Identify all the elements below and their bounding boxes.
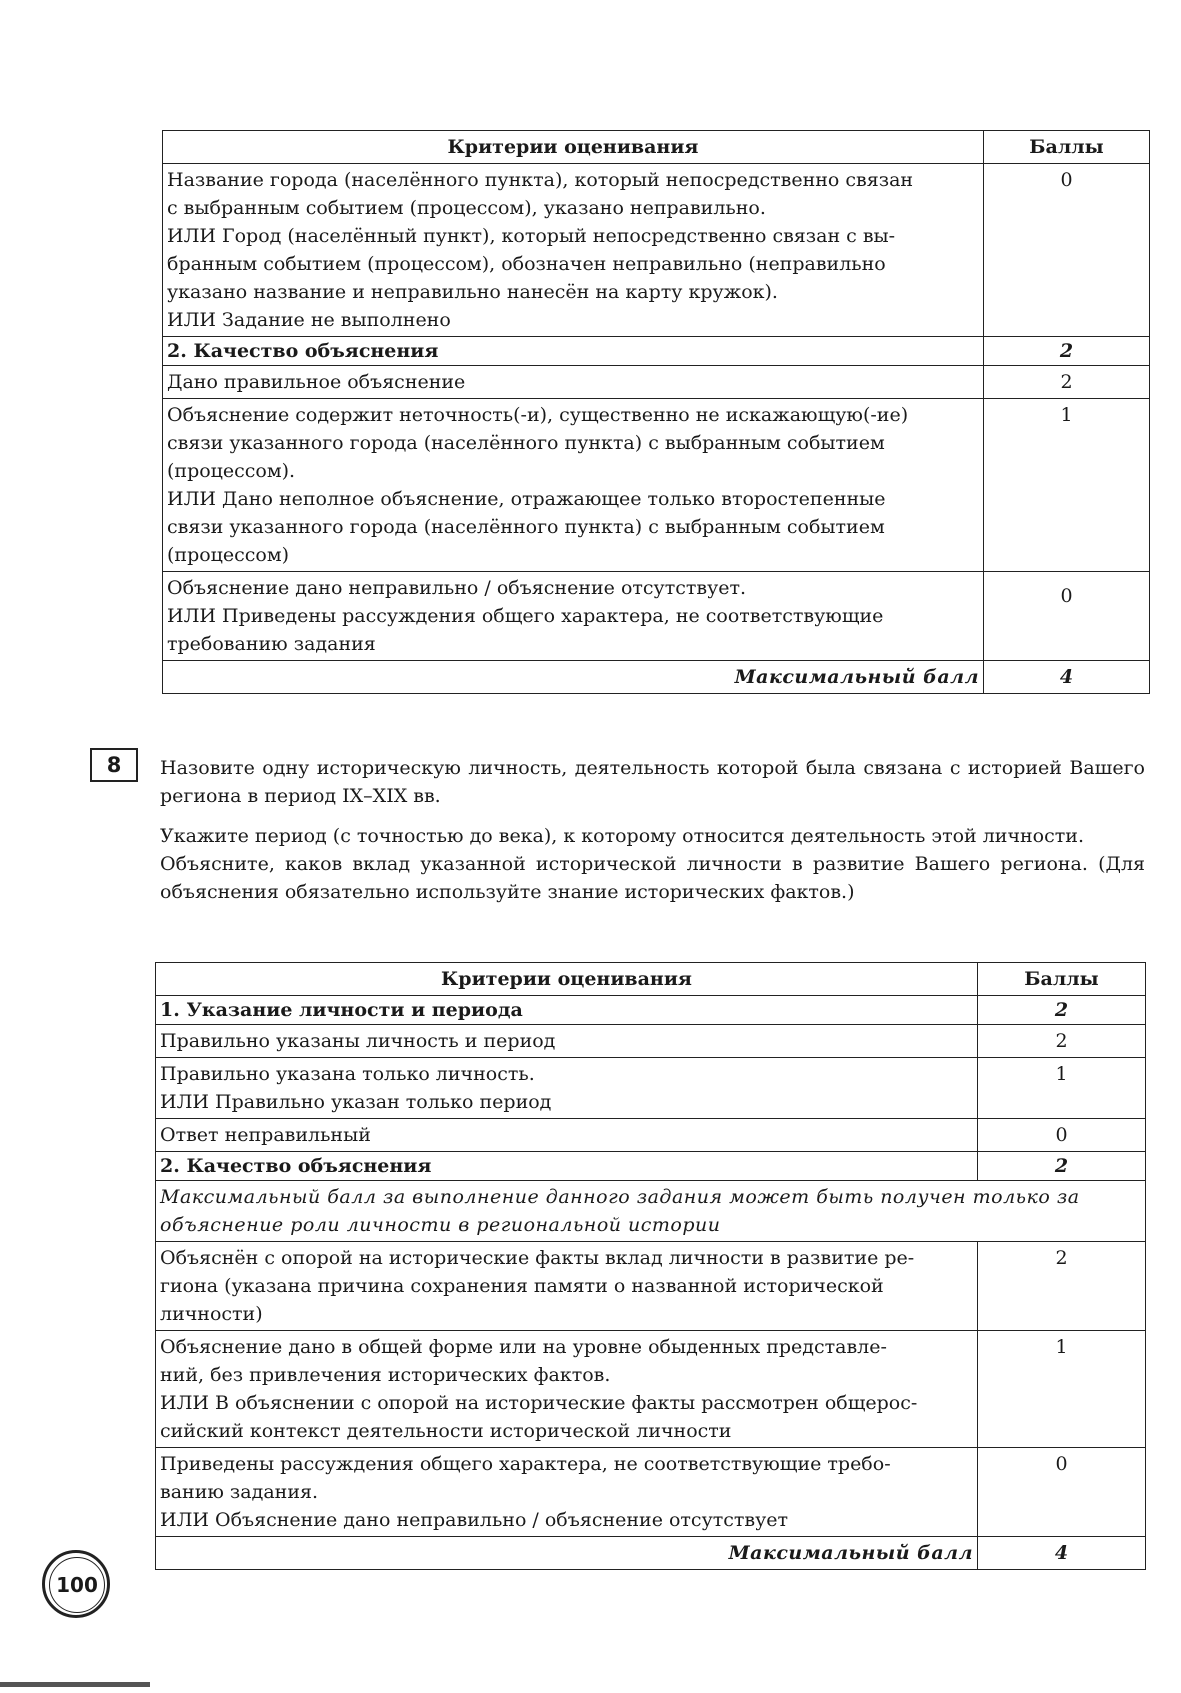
page-number: 100 [49, 1557, 105, 1613]
criteria-line: Объяснение содержит неточность(-и), существенно не искажающую(-ие) [167, 404, 909, 426]
criteria-line: ИЛИ Дано неполное объяснение, отражающее только второстепенные [167, 488, 886, 510]
criteria-line: Приведены рассуждения общего характера, не соответствующие требо- [160, 1453, 891, 1475]
points-cell: 0 [978, 1119, 1146, 1152]
criteria-cell: Правильно указаны личность и период [156, 1025, 978, 1058]
section-points: 2 [978, 996, 1146, 1025]
criteria-line: ванию задания. [160, 1481, 319, 1503]
table-row [163, 572, 1150, 661]
criteria-line: (процессом) [167, 544, 290, 566]
note-line: объяснение роли личности в региональной истории [160, 1214, 721, 1236]
table-row [156, 1025, 1146, 1058]
criteria-line: с выбранным событием (процессом), указано неправильно. [167, 197, 766, 219]
max-score-row [156, 1537, 1146, 1570]
task-paragraph: Укажите период (с точностью до века), к которому относится деятельность этой личности. [160, 825, 1084, 847]
max-score-value: 4 [984, 661, 1150, 694]
criteria-table-task7 [162, 130, 1150, 694]
criteria-line: связи указанного города (населённого пункта) с выбранным событием [167, 432, 885, 454]
criteria-line: ИЛИ Правильно указан только период [160, 1091, 552, 1113]
section-label: 2. Качество объяснения [156, 1152, 978, 1181]
criteria-line: бранным событием (процессом), обозначен неправильно (неправильно [167, 253, 886, 275]
table-row [163, 399, 1150, 572]
max-score-value: 4 [978, 1537, 1146, 1570]
bottom-edge-bar [0, 1682, 150, 1687]
criteria-line: ИЛИ В объяснении с опорой на исторические факты рассмотрен общерос- [160, 1392, 918, 1414]
criteria-line: ИЛИ Задание не выполнено [167, 309, 451, 331]
criteria-line: Объяснение дано неправильно / объяснение отсутствует. [167, 577, 747, 599]
points-cell: 1 [978, 1331, 1146, 1448]
criteria-header: Критерии оценивания [156, 963, 978, 996]
page-number-badge [42, 1550, 110, 1618]
table-row [156, 1331, 1146, 1448]
criteria-line: ний, без привлечения исторических фактов. [160, 1364, 611, 1386]
criteria-line: указано название и неправильно нанесён на карту кружок). [167, 281, 778, 303]
section-row [163, 337, 1150, 366]
points-header: Баллы [984, 131, 1150, 164]
task-description [160, 754, 1145, 906]
points-cell: 2 [984, 366, 1150, 399]
criteria-line: требованию задания [167, 633, 376, 655]
table-row [156, 1448, 1146, 1537]
criteria-line: (процессом). [167, 460, 296, 482]
points-cell: 0 [978, 1448, 1146, 1537]
section-label: 1. Указание личности и периода [156, 996, 978, 1025]
criteria-cell [163, 399, 984, 572]
points-cell: 1 [978, 1058, 1146, 1119]
table-row [163, 366, 1150, 399]
criteria-line: личности) [160, 1303, 263, 1325]
max-score-label: Максимальный балл [156, 1537, 978, 1570]
criteria-line: гиона (указана причина сохранения памяти о названной исторической [160, 1275, 884, 1297]
criteria-header: Критерии оценивания [163, 131, 984, 164]
criteria-line: ИЛИ Объяснение дано неправильно / объяснение отсутствует [160, 1509, 789, 1531]
task-paragraph: Назовите одну историческую личность, деятельность которой была связана с историей Вашего региона в период IX–XIX вв. [160, 757, 1145, 807]
criteria-cell [156, 1331, 978, 1448]
section-points: 2 [984, 337, 1150, 366]
points-cell: 2 [978, 1242, 1146, 1331]
points-header: Баллы [978, 963, 1146, 996]
max-score-row [163, 661, 1150, 694]
table-row [156, 1242, 1146, 1331]
criteria-line: ИЛИ Приведены рассуждения общего характера, не соответствующие [167, 605, 884, 627]
task-paragraph: Объясните, каков вклад указанной исторической личности в развитие Вашего региона. (Для объяснения обязательно используйте знание исторических фактов.) [160, 853, 1145, 903]
table-row [163, 164, 1150, 337]
table-row [156, 1119, 1146, 1152]
table-header-row [163, 131, 1150, 164]
criteria-cell [163, 572, 984, 661]
criteria-cell [156, 1058, 978, 1119]
note-cell [156, 1181, 1146, 1242]
section-points: 2 [978, 1152, 1146, 1181]
criteria-line: Объяснён с опорой на исторические факты вклад личности в развитие ре- [160, 1247, 915, 1269]
task-number: 8 [90, 748, 138, 782]
points-cell: 2 [978, 1025, 1146, 1058]
section-label: 2. Качество объяснения [163, 337, 984, 366]
criteria-line: Правильно указана только личность. [160, 1063, 535, 1085]
note-row [156, 1181, 1146, 1242]
criteria-cell [156, 1448, 978, 1537]
max-score-label: Максимальный балл [163, 661, 984, 694]
criteria-cell: Дано правильное объяснение [163, 366, 984, 399]
criteria-line: Объяснение дано в общей форме или на уровне обыденных представле- [160, 1336, 887, 1358]
criteria-cell [163, 164, 984, 337]
note-line: Максимальный балл за выполнение данного задания может быть получен только за [160, 1186, 1080, 1208]
section-row [156, 996, 1146, 1025]
section-row [156, 1152, 1146, 1181]
criteria-cell [156, 1242, 978, 1331]
points-cell: 0 [984, 572, 1150, 661]
criteria-line: Название города (населённого пункта), который непосредственно связан [167, 169, 914, 191]
points-cell: 1 [984, 399, 1150, 572]
points-cell: 0 [984, 164, 1150, 337]
table-row [156, 1058, 1146, 1119]
criteria-line: сийский контекст деятельности исторической личности [160, 1420, 732, 1442]
table-header-row [156, 963, 1146, 996]
criteria-line: ИЛИ Город (населённый пункт), который непосредственно связан с вы- [167, 225, 896, 247]
criteria-table-task8 [155, 962, 1146, 1570]
criteria-line: связи указанного города (населённого пункта) с выбранным событием [167, 516, 885, 538]
criteria-cell: Ответ неправильный [156, 1119, 978, 1152]
